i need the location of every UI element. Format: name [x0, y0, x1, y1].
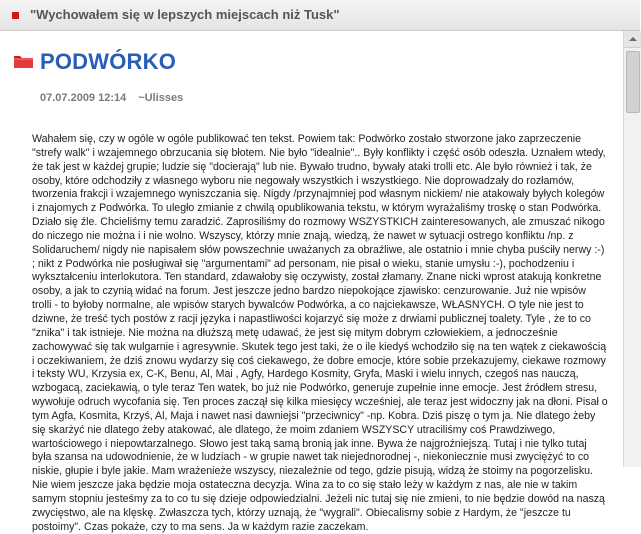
- page-header-bar: [0, 0, 640, 31]
- scrollbar-thumb[interactable]: [626, 51, 640, 113]
- post-date: 07.07.2009 12:14: [40, 92, 127, 104]
- vertical-scrollbar[interactable]: [623, 31, 641, 467]
- page-header-title: "Wychowałem się w lepszych miejscach niż Tusk": [30, 7, 340, 22]
- folder-icon: [13, 53, 34, 69]
- scroll-up-arrow-icon[interactable]: [624, 31, 641, 48]
- post-body: Wahałem się, czy w ogóle w ogóle publikować ten tekst. Powiem tak: Podwórko zostało stworzone jako zaprzeczenie "strefy walk" i wzajemnego obrzucania się błotem. Nie było "idealnie".. Były konflikty i część osób odeszła. Uznałem wtedy, że tak jest w każdej grupie; ludzie się "docierają" lub nie. Bywało trudno, bywały ataki trolli etc. Ale było również i tak, że osoby, które odchodziły z własnego wyboru nie negowały wszystkich i wszystkiego. Nie doprowadzały do rozłamów, tworzenia frakcji i wzajemnego wyniszczania się. Nigdy /przynajmniej pod własnym nickiem/ nie atakowały byłych kolegów i znajomych z Podwórka. To uległo zmianie z chwilą opublikowania tekstu, w którym wyrażaliśmy troskę o stan Podwórka. Działo się źle. Chcieliśmy temu zaradzić. Zaprosiliśmy do rozmowy WSZYSTKICH zainteresowanych, ale zmuszać nikogo do niczego nie można i i nie wolno. Wszyscy, którzy mnie znają, wiedzą, że nawet w sytuacji ostrego konfliktu /np. z Solidaruchem/ nigdy nie napisałem słów powszechnie uważanych za obraźliwe, ale ostatnio i mnie chyba puściły nerwy :-) ; nikt z Podwórka nie posługiwał się "argumentami" ad personam, nie pisał o wieku, stanie umysłu :-), pochodzeniu i wykształceniu interlokutora. Ten standard, zdawałoby się oczywisty, został złamany. Znane nicki wprost atakują konkretne osoby, a jak to czynią widać na forum. Jest jeszcze jedno bardzo niepokojące zjawisko: cenzurowanie. Już nie wpisów trolli - to byłoby normalne, ale wpisów starych bywalców Podwórka, a co najciekawsze, WŁASNYCH. O tyle nie jest to dziwne, że treść tych postów z racji języka i napastliwości kojarzyć się może z drwiami publicznej toalety. Tyle , że to co "znika" i tak istnieje. Nie można na dłuższą metę udawać, że jest się mitym dobrym człowiekiem, a jednocześnie zachowywać się tak wulgarnie i agresywnie. Skutek tego jest taki, że o ile kiedyś wchodziło się na ten wątek z ciekawością i oczekiwaniem, że dziś znowu wydarzy się coś ciekawego, że dobre emocje, które sobie przekazujemy, ciekawe rozmowy i teksty WU, Krzysia ex, C-K, Benu, Al, Mai , Agfy, Hardego Kosmity, Gryfa, Maski i wielu innych, czegoś nas nauczą, wzbogacą, zaciekawią, o tyle teraz Ten watek, bo już nie Podwórko, generuje zupełnie inne emocje. Jest źródłem stresu, wywołuje odruch wycofania się. Ten proces zaczął się kilka miesięcy wcześniej, ale teraz jest widoczny jak na dłoni. Pisał o tym Agfa, Kosmita, Krzyś, Al, Maja i nawet nasi dawniejsi "przeciwnicy" -np. Kobra. Dziś piszę o tym ja. Nie dlatego żeby się skarżyć nie dlatego żeby atakować, ale dlatego, że moim zdaniem WSZYSCY utraciliśmy coś Prawdziwego, wartościowego i niepowtarzalnego. Słowo jest taką samą bronią jak inne. Bywa że najgroźniejszą. Tutaj i nie tylko tutaj była szansa na udowodnienie, że w ludziach - w grupie nawet tak niejednorodnej -, niekoniecznie musi zwyciężyć to co niskie, głupie i byle jakie. Mam wrażeniеże wszyscy, niezależnie od tego, gdzie pisują, widzą że stoimy na pogorzelisku. Nie wiem jeszcze jaka będzie moja ostateczna decyzja. Wina za to co się stało leży w każdym z nas, ale nie w takim samym stopniu jesteśmy za to co tu się dzieje odpowiedzialni. Jeżeli nic tutaj się nie zmieni, to nie będzie dowód na naszą zwycięstwo, ale na klęskę. Zwłaszcza tych, którzy uznają, że "wygrali". Obiecalismy sobie z Hardym, że "jeszcze tu postoimy". Czas pokaże, czy to ma sens. Ja w każdym razie zaczekam.: [32, 133, 608, 533]
- post-title: PODWÓRKO: [40, 49, 177, 74]
- post-author-link[interactable]: ~Ulisses: [138, 92, 184, 104]
- post-container: [0, 31, 622, 533]
- post-meta: [40, 92, 183, 104]
- red-square-icon: [12, 12, 19, 19]
